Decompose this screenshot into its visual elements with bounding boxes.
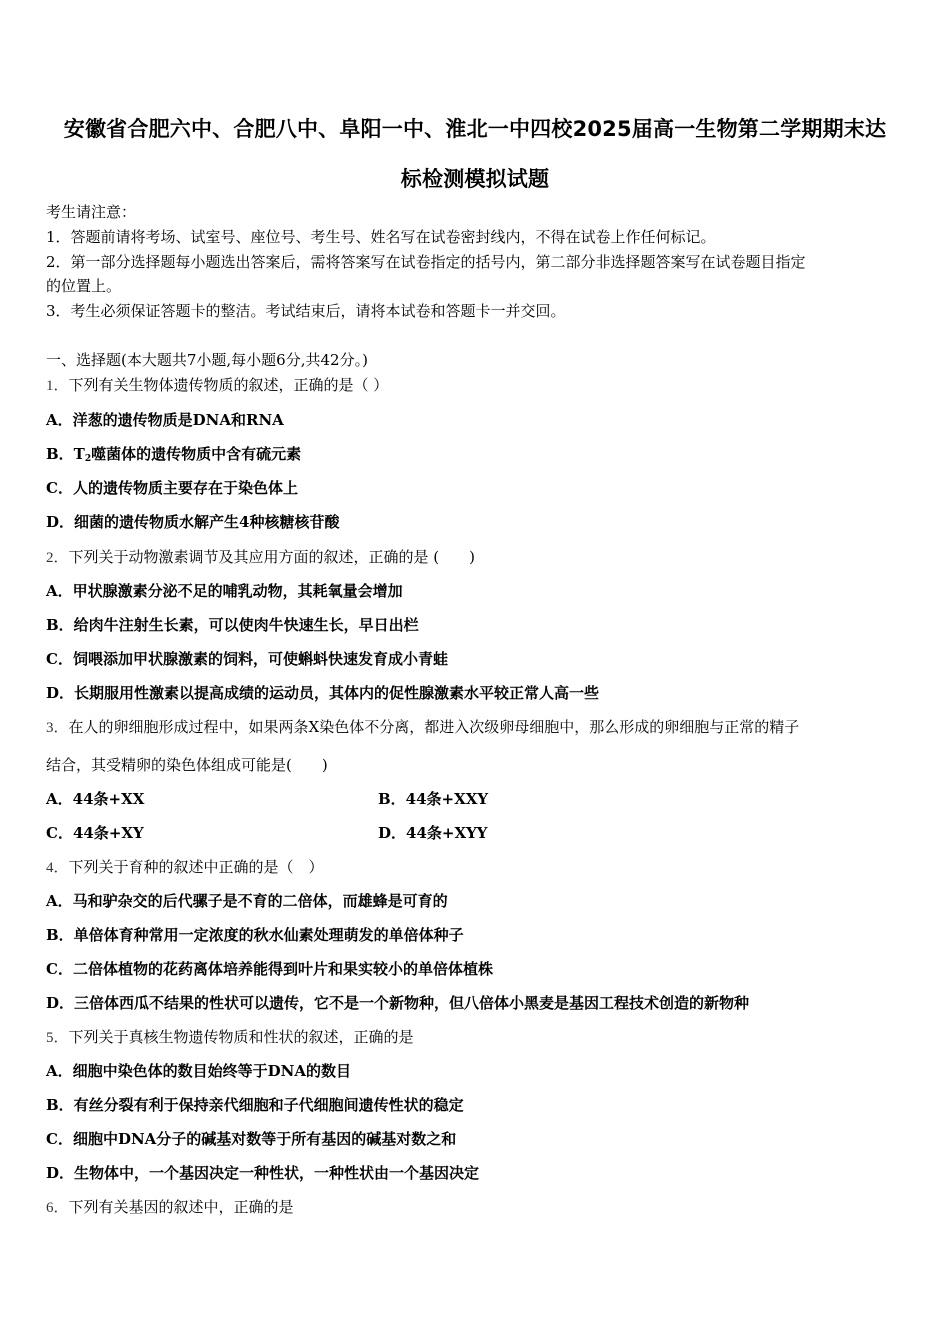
notice-item-1: 1．答题前请将考场、试室号、座位号、考生号、姓名写在试卷密封线内，不得在试卷上作任何标记。 <box>46 228 716 246</box>
question-1-stem: 1．下列有关生物体遗传物质的叙述，正确的是（ ） <box>46 376 389 394</box>
q1-option-c: C．人的遗传物质主要存在于染色体上 <box>46 479 298 497</box>
question-4-stem: 4．下列关于育种的叙述中正确的是（ ） <box>46 858 324 876</box>
q3-option-a: A．44条+XX <box>46 790 145 808</box>
q1-option-b: B．$T_2$噬菌体的遗传物质中含有硫元素 <box>46 445 302 464</box>
question-number: 5． <box>46 1030 69 1046</box>
question-2-stem: 2．下列关于动物激素调节及其应用方面的叙述，正确的是 ( ) <box>46 548 475 566</box>
q3-option-c: C．44条+XY <box>46 824 144 842</box>
q5-option-a: A．细胞中染色体的数目始终等于DNA的数目 <box>46 1062 351 1080</box>
q5-option-c: C．细胞中DNA分子的碱基对数等于所有基因的碱基对数之和 <box>46 1130 457 1148</box>
notice-item-2b: 的位置上。 <box>46 277 122 295</box>
notice-item-2a: 2．第一部分选择题每小题选出答案后，需将答案写在试卷指定的括号内，第二部分非选择题答案写在试卷题目指定 <box>46 253 806 271</box>
q2-option-b: B．给肉牛注射生长素，可以使肉牛快速生长，早日出栏 <box>46 616 419 634</box>
q2-option-c: C．饲喂添加甲状腺激素的饲料，可使蝌蚪快速发育成小青蛙 <box>46 650 448 668</box>
exam-title-line1: 安徽省合肥六中、合肥八中、阜阳一中、淮北一中四校2025届高一生物第二学期期末达 <box>63 117 887 141</box>
q3-option-b: B．44条+XXY <box>378 790 489 808</box>
q3-option-d: D．44条+XYY <box>378 824 488 842</box>
q4-option-b: B．单倍体育种常用一定浓度的秋水仙素处理萌发的单倍体种子 <box>46 926 464 944</box>
q4-option-c: C．二倍体植物的花药离体培养能得到叶片和果实较小的单倍体植株 <box>46 960 493 978</box>
q1-option-a: A．洋葱的遗传物质是DNA和RNA <box>46 411 284 429</box>
question-5-stem: 5．下列关于真核生物遗传物质和性状的叙述，正确的是 <box>46 1028 414 1046</box>
question-number: 1． <box>46 378 69 394</box>
question-number: 4． <box>46 860 69 876</box>
notice-heading: 考生请注意： <box>46 203 137 221</box>
q5-option-b: B．有丝分裂有利于保持亲代细胞和子代细胞间遗传性状的稳定 <box>46 1096 464 1114</box>
q4-option-d: D．三倍体西瓜不结果的性状可以遗传，它不是一个新物种，但八倍体小黑麦是基因工程技术创造的新物种 <box>46 994 750 1012</box>
q4-option-a: A．马和驴杂交的后代骡子是不育的二倍体，而雄蜂是可育的 <box>46 892 448 910</box>
q5-option-d: D．生物体中，一个基因决定一种性状，一种性状由一个基因决定 <box>46 1164 480 1182</box>
question-6-stem: 6．下列有关基因的叙述中，正确的是 <box>46 1198 294 1216</box>
question-3-stem-line1: 3．在人的卵细胞形成过程中，如果两条X染色体不分离，都进入次级卵母细胞中，那么形成的卵细胞与正常的精子 <box>46 718 800 736</box>
notice-item-3: 3．考生必须保证答题卡的整洁。考试结束后，请将本试卷和答题卡一并交回。 <box>46 302 566 320</box>
exam-title-line2: 标检测模拟试题 <box>400 167 550 191</box>
q1-option-d: D．细菌的遗传物质水解产生4种核糖核苷酸 <box>46 513 340 531</box>
question-number: 3． <box>46 720 69 736</box>
q2-option-d: D．长期服用性激素以提高成绩的运动员，其体内的促性腺激素水平较正常人高一些 <box>46 684 600 702</box>
section-heading: 一、选择题(本大题共7小题,每小题6分,共42分。) <box>46 351 368 369</box>
q2-option-a: A．甲状腺激素分泌不足的哺乳动物，其耗氧量会增加 <box>46 582 403 600</box>
question-3-stem-line2: 结合，其受精卵的染色体组成可能是( ) <box>46 756 328 774</box>
question-number: 2． <box>46 550 69 566</box>
question-number: 6． <box>46 1200 69 1216</box>
